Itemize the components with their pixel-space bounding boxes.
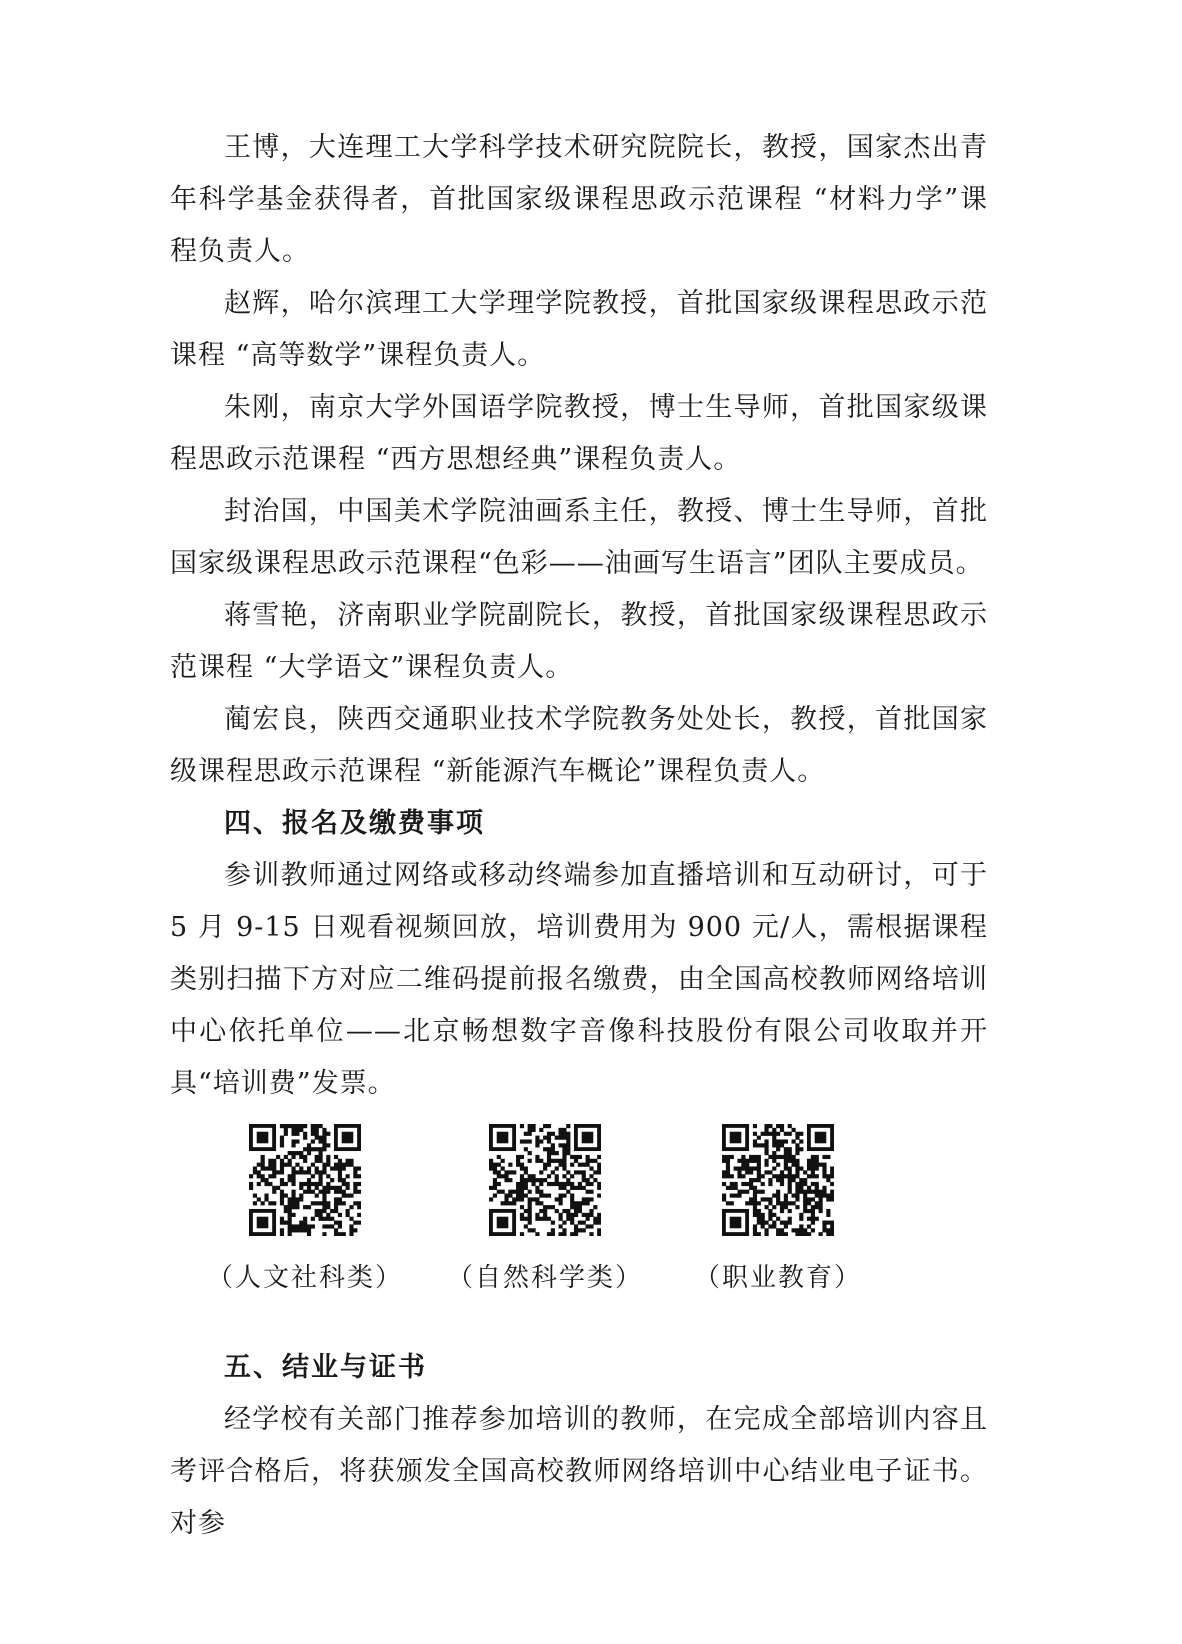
section5-body: 经学校有关部门推荐参加培训的教师，在完成全部培训内容且考评合格后，将获颁发全国高校教师网络培训中心结业电子证书。对参: [170, 1404, 988, 1539]
paragraph-lin-hongliang: 蔺宏良，陕西交通职业技术学院教务处处长，教授，首批国家级课程思政示范课程 “新能源汽车概论”课程负责人。: [170, 704, 988, 787]
qr-item-science: [425, 1124, 665, 1298]
paragraph-zhu-gang: 朱刚，南京大学外国语学院教授，博士生导师，首批国家级课程思政示范课程 “西方思想经典”课程负责人。: [170, 392, 988, 475]
section4-heading: 四、报名及缴费事项: [224, 808, 485, 839]
qr-item-humanities: [185, 1124, 425, 1298]
qr-caption-humanities: （人文社科类）: [206, 1263, 403, 1293]
qr-code-row: [170, 1124, 988, 1314]
document-body: [170, 122, 988, 1550]
qr-caption-vocational: （职业教育）: [693, 1263, 862, 1293]
section5-heading: 五、结业与证书: [224, 1352, 427, 1383]
qr-caption-science: （自然科学类）: [446, 1263, 643, 1293]
qr-code-icon[interactable]: [249, 1124, 361, 1236]
paragraph-wang-bo: 王博，大连理工大学科学技术研究院院长，教授，国家杰出青年科学基金获得者，首批国家级课程思政示范课程 “材料力学”课程负责人。: [170, 132, 988, 267]
qr-code-icon[interactable]: [722, 1124, 834, 1236]
paragraph-zhao-hui: 赵辉，哈尔滨理工大学理学院教授，首批国家级课程思政示范课程 “高等数学”课程负责人。: [170, 288, 988, 371]
paragraph-jiang-xueyan: 蒋雪艳，济南职业学院副院长，教授，首批国家级课程思政示范课程 “大学语文”课程负责人。: [170, 600, 988, 683]
paragraph-feng-zhiguo: 封治国，中国美术学院油画系主任，教授、博士生导师，首批国家级课程思政示范课程“色彩——油画写生语言”团队主要成员。: [170, 496, 988, 579]
section4-body: 参训教师通过网络或移动终端参加直播培训和互动研讨，可于 5 月 9-15 日观看视频回放，培训费用为 900 元/人，需根据课程类别扫描下方对应二维码提前报名缴费，由全国高校教师网络培训中心依托单位——北京畅想数字音像科技股份有限公司收取并开具“培训费”发票。: [170, 860, 988, 1099]
qr-item-vocational: [658, 1124, 898, 1298]
qr-code-icon[interactable]: [489, 1124, 601, 1236]
